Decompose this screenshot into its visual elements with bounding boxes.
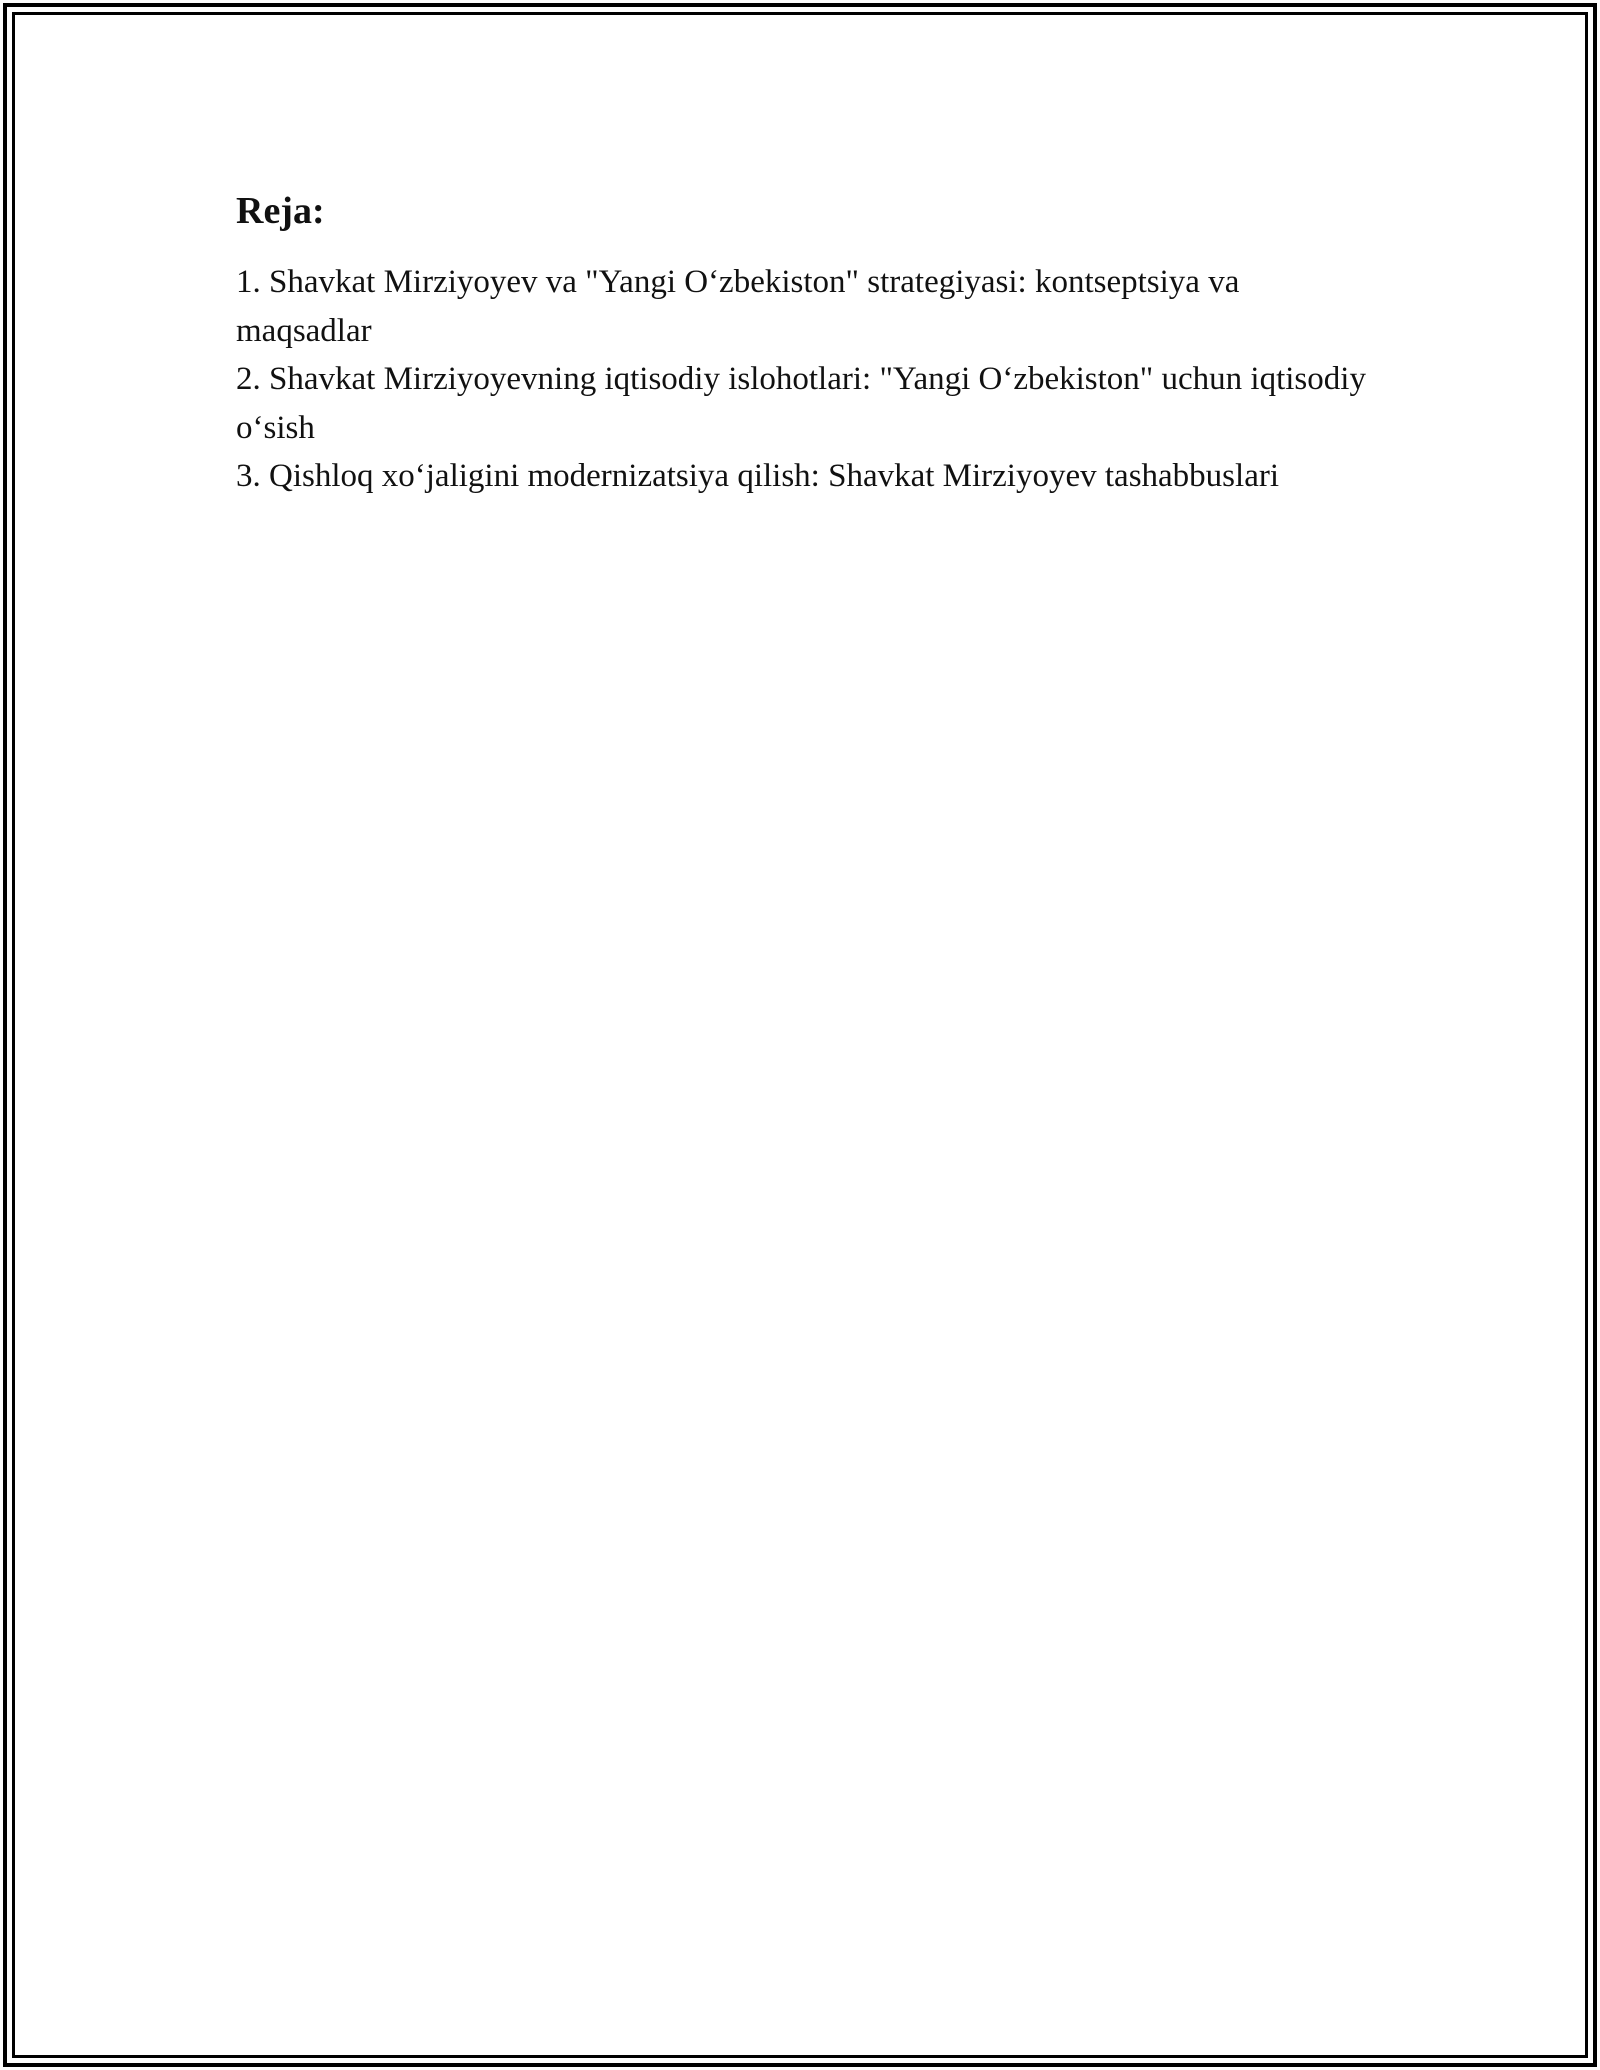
plan-list: [236, 258, 1376, 501]
plan-item-3: 3. Qishloq xo‘jaligini modernizatsiya qilish: Shavkat Mirziyoyev tashabbuslari: [236, 458, 1279, 494]
plan-heading: Reja:: [236, 190, 325, 232]
plan-item-1: 1. Shavkat Mirziyoyev va "Yangi O‘zbekiston" strategiyasi: kontseptsiya va maqsadlar: [236, 264, 1240, 349]
plan-item-2: 2. Shavkat Mirziyoyevning iqtisodiy islohotlari: "Yangi O‘zbekiston" uchun iqtisodiy o‘sish: [236, 361, 1366, 446]
document-body: [236, 186, 1376, 501]
